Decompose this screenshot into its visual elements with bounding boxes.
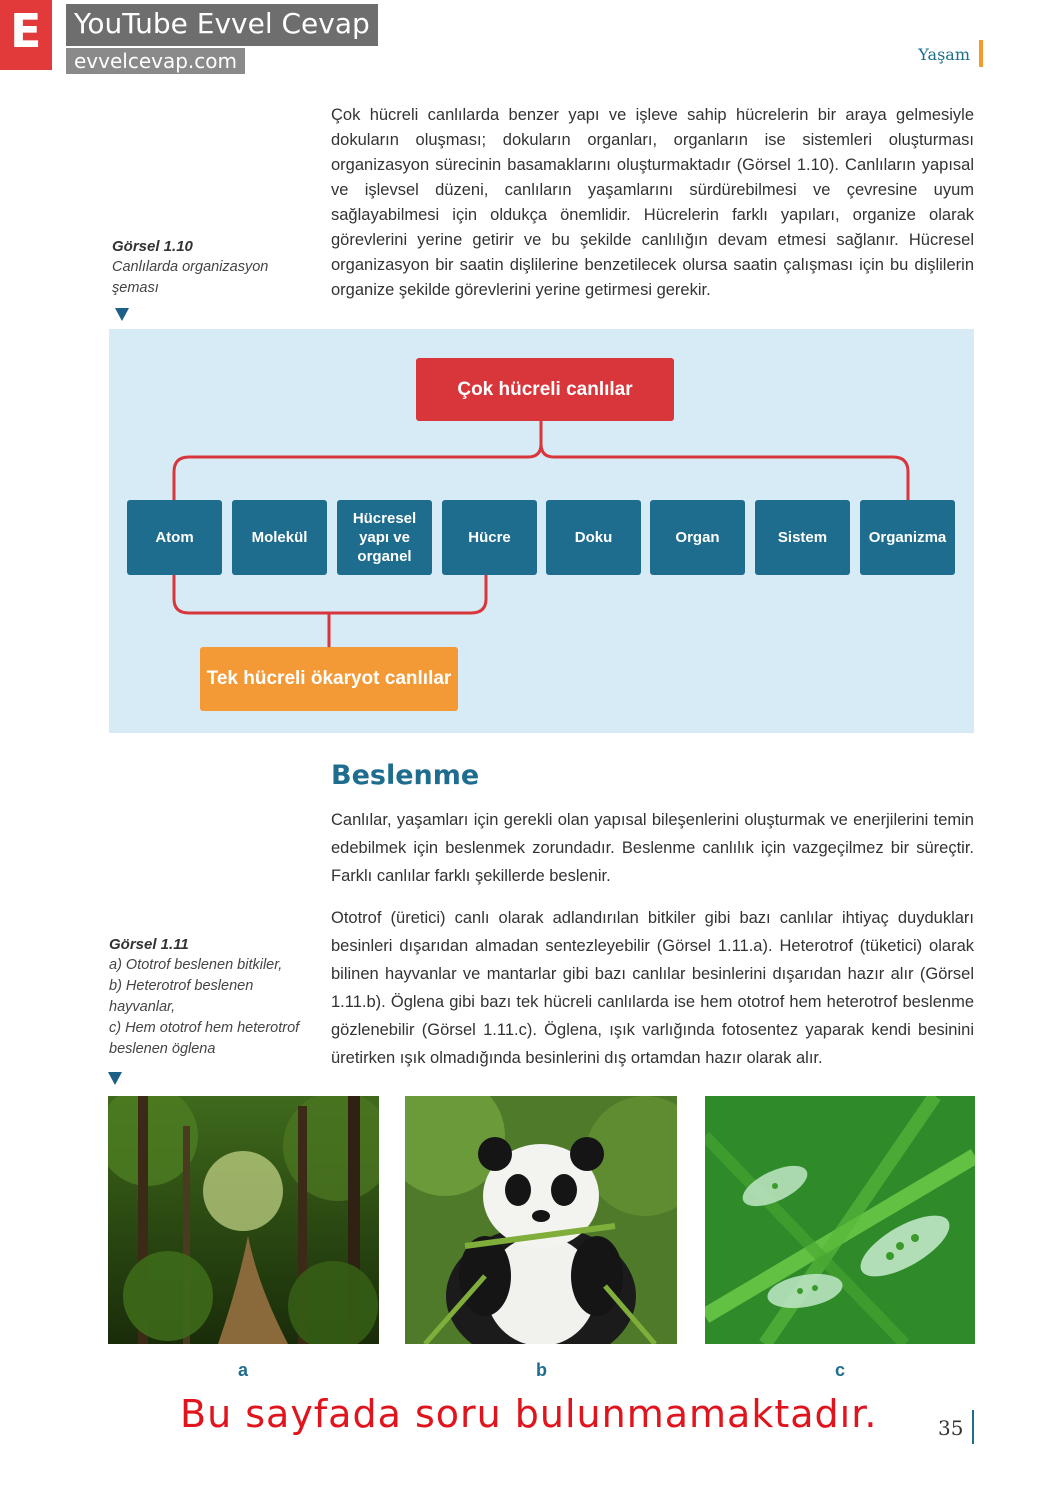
logo-title: YouTube Evvel Cevap [66, 4, 378, 46]
photo-label-b: b [536, 1360, 547, 1380]
node-atom: Atom [127, 500, 222, 575]
section-paragraph-1 [331, 806, 974, 890]
no-questions-note: Bu sayfada soru bulunmamaktadır. [180, 1392, 878, 1436]
organization-diagram [109, 329, 974, 733]
photo-label-c: c [835, 1360, 846, 1380]
euglena-image [705, 1096, 975, 1344]
caption-arrow-icon [108, 1072, 122, 1085]
forest-image [108, 1096, 379, 1344]
section-title: Beslenme [331, 760, 480, 791]
unit-accent-bar [979, 40, 983, 67]
paragraph-text: Canlılar, yaşamları için gerekli olan yapısal bileşenlerini oluşturmak ve enerjilerini temin edebilmek için beslenmek zorundadır. Beslenme canlılık için vazgeçilmez bir süreçtir. Farklı canlılar farklı şekillerde beslenir. [331, 811, 974, 885]
caption-line-a: a) Ototrof beslenen bitkiler, [109, 957, 283, 973]
node-tissue: Doku [546, 500, 641, 575]
caption-line-c: c) Hem ototrof hem heterotrof beslenen öglena [109, 1020, 300, 1057]
node-organelle: Hücresel yapı ve organel [337, 500, 432, 575]
figure-caption-text: Canlılarda organizasyon şeması [112, 259, 269, 296]
node-organism: Organizma [860, 500, 955, 575]
logo-url[interactable]: evvelcevap.com [66, 48, 245, 74]
figure-title: Görsel 1.11 [109, 936, 189, 953]
figure-1-10-caption [112, 236, 292, 299]
node-system: Sistem [755, 500, 850, 575]
euglena-photo [705, 1096, 975, 1344]
logo-letter: E [10, 4, 42, 58]
caption-arrow-icon [115, 308, 129, 321]
forest-photo [108, 1096, 379, 1344]
node-molecule: Molekül [232, 500, 327, 575]
page-number: 35 [938, 1416, 964, 1440]
panda-image [405, 1096, 677, 1344]
figure-title: Görsel 1.10 [112, 238, 193, 255]
site-logo [0, 0, 52, 70]
node-cell: Hücre [442, 500, 537, 575]
panda-photo [405, 1096, 677, 1344]
node-unicellular: Tek hücreli ökaryot canlılar [200, 647, 458, 711]
caption-line-b: b) Heterotrof beslenen hayvanlar, [109, 978, 254, 1015]
node-multicellular: Çok hücreli canlılar [416, 358, 674, 421]
intro-paragraph [331, 103, 974, 303]
photo-label-a: a [238, 1360, 249, 1380]
intro-text: Çok hücreli canlılarda benzer yapı ve işleve sahip hücrelerin bir araya gelmesiyle dokuların oluşması; dokuların organları, organların ise sistemleri oluşturması organizasyon sürecinin basamaklarını oluşturmaktadır (Görsel 1.10). Canlıların yapısal ve işlevsel düzeni, canlıların yaşamlarını sürdürebilmesi ve çevresine uyum sağlayabilmesi için oldukça önemlidir. Hücrelerin farklı yapıları, organize olarak görevlerini yerine getirir ve bu şekilde canlılığın devam etmesi sağlanır. Hücresel organizasyon bir saatin dişlilerine benzetilecek olursa saatin çalışması için bu dişlilerin organize şekilde görevlerini yerine getirmesi gerekir. [331, 106, 974, 299]
section-paragraph-2 [331, 904, 974, 1072]
node-organ: Organ [650, 500, 745, 575]
paragraph-text: Ototrof (üretici) canlı olarak adlandırılan bitkiler gibi bazı canlılar ihtiyaç duydukları besinleri dışarıdan almadan sentezleyebilir (Görsel 1.11.a). Heterotrof (tüketici) olarak bilinen hayvanlar ve mantarlar gibi bazı canlılar besinlerini dışarıdan hazır alır (Görsel 1.11.b). Öglena gibi bazı tek hücreli canlılarda ise hem ototrof hem heterotrof beslenme gözlenebilir (Görsel 1.11.c). Öglena, ışık varlığında fotosentez yaparak kendi besinini üretirken ışık olmadığında besinlerini dış ortamdan hazır olarak alır. [331, 909, 974, 1067]
unit-title: Yaşam [918, 45, 970, 64]
figure-1-11-caption [109, 934, 309, 1060]
page-number-bar [972, 1410, 974, 1444]
